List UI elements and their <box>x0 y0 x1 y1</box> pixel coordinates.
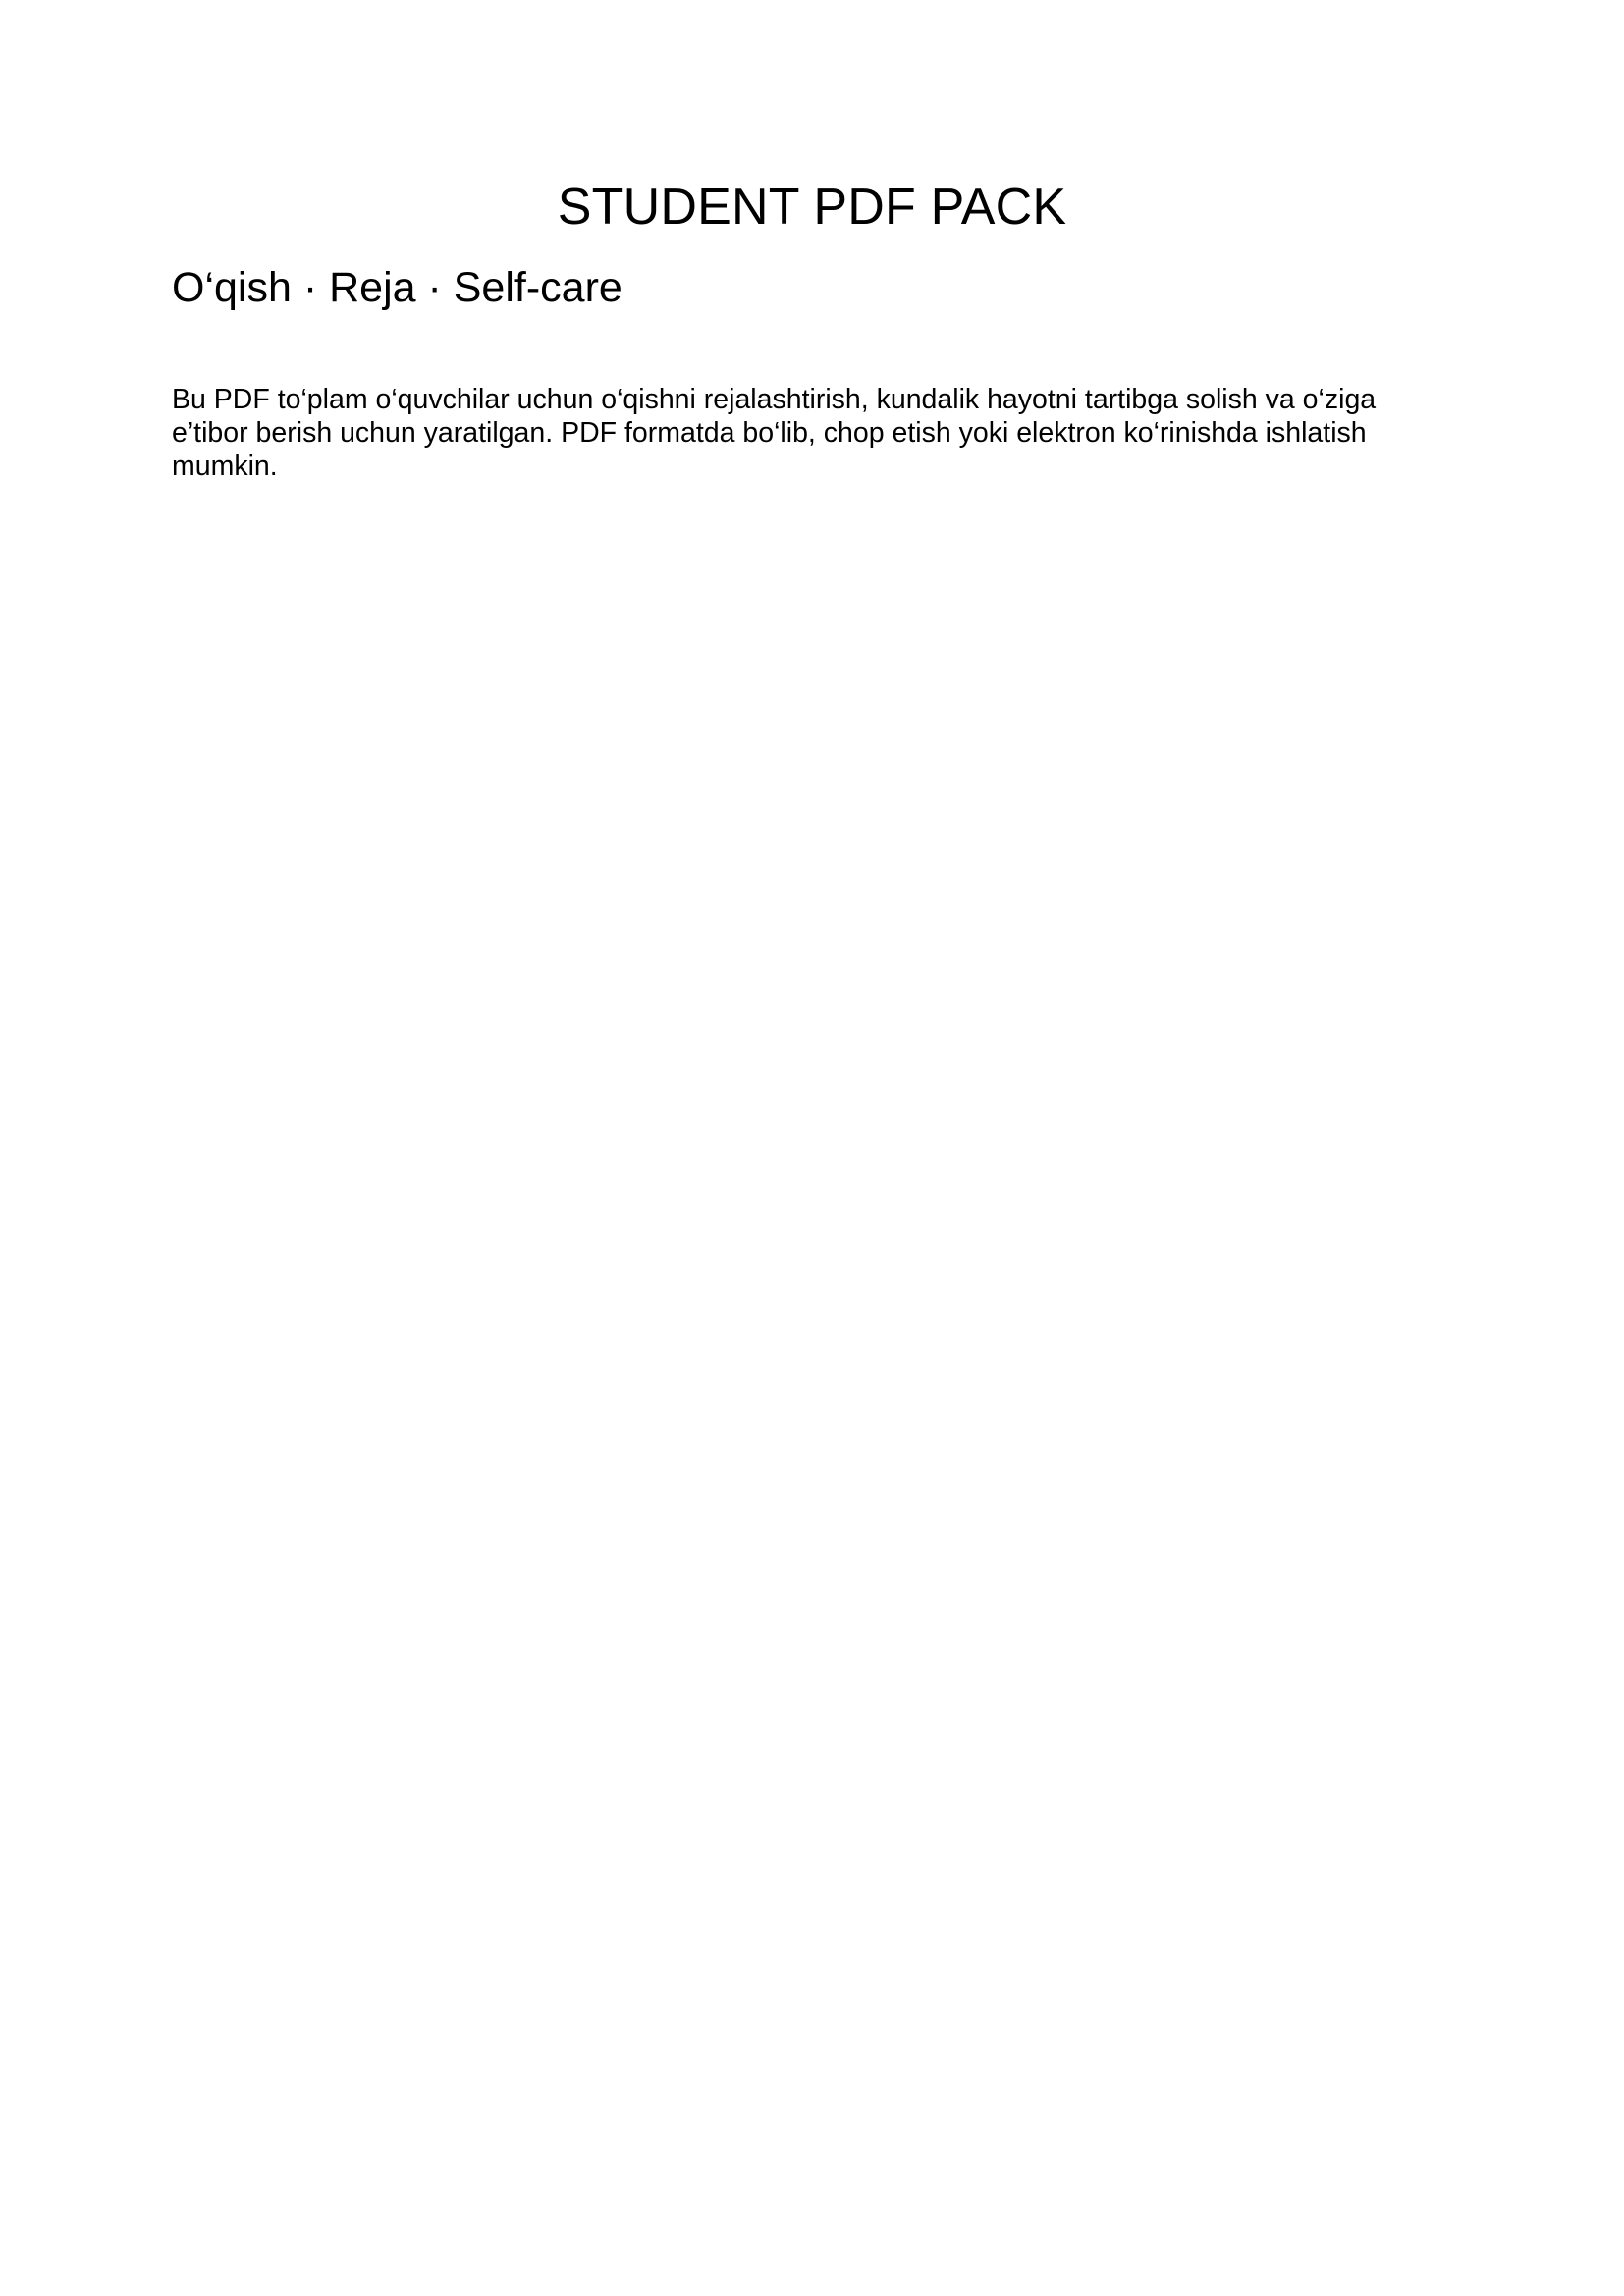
document-subtitle: O‘qish · Reja · Self-care <box>172 264 623 311</box>
document-title: STUDENT PDF PACK <box>557 179 1067 236</box>
document-intro-paragraph: Bu PDF to‘plam o‘quvchilar uchun o‘qishni rejalashtirish, kundalik hayotni tartibga solish va o‘ziga e’tibor berish uchun yaratilgan. PDF formatda bo‘lib, chop etish yoki elektron ko‘rinishda ishlatish mumkin. <box>172 384 1377 482</box>
